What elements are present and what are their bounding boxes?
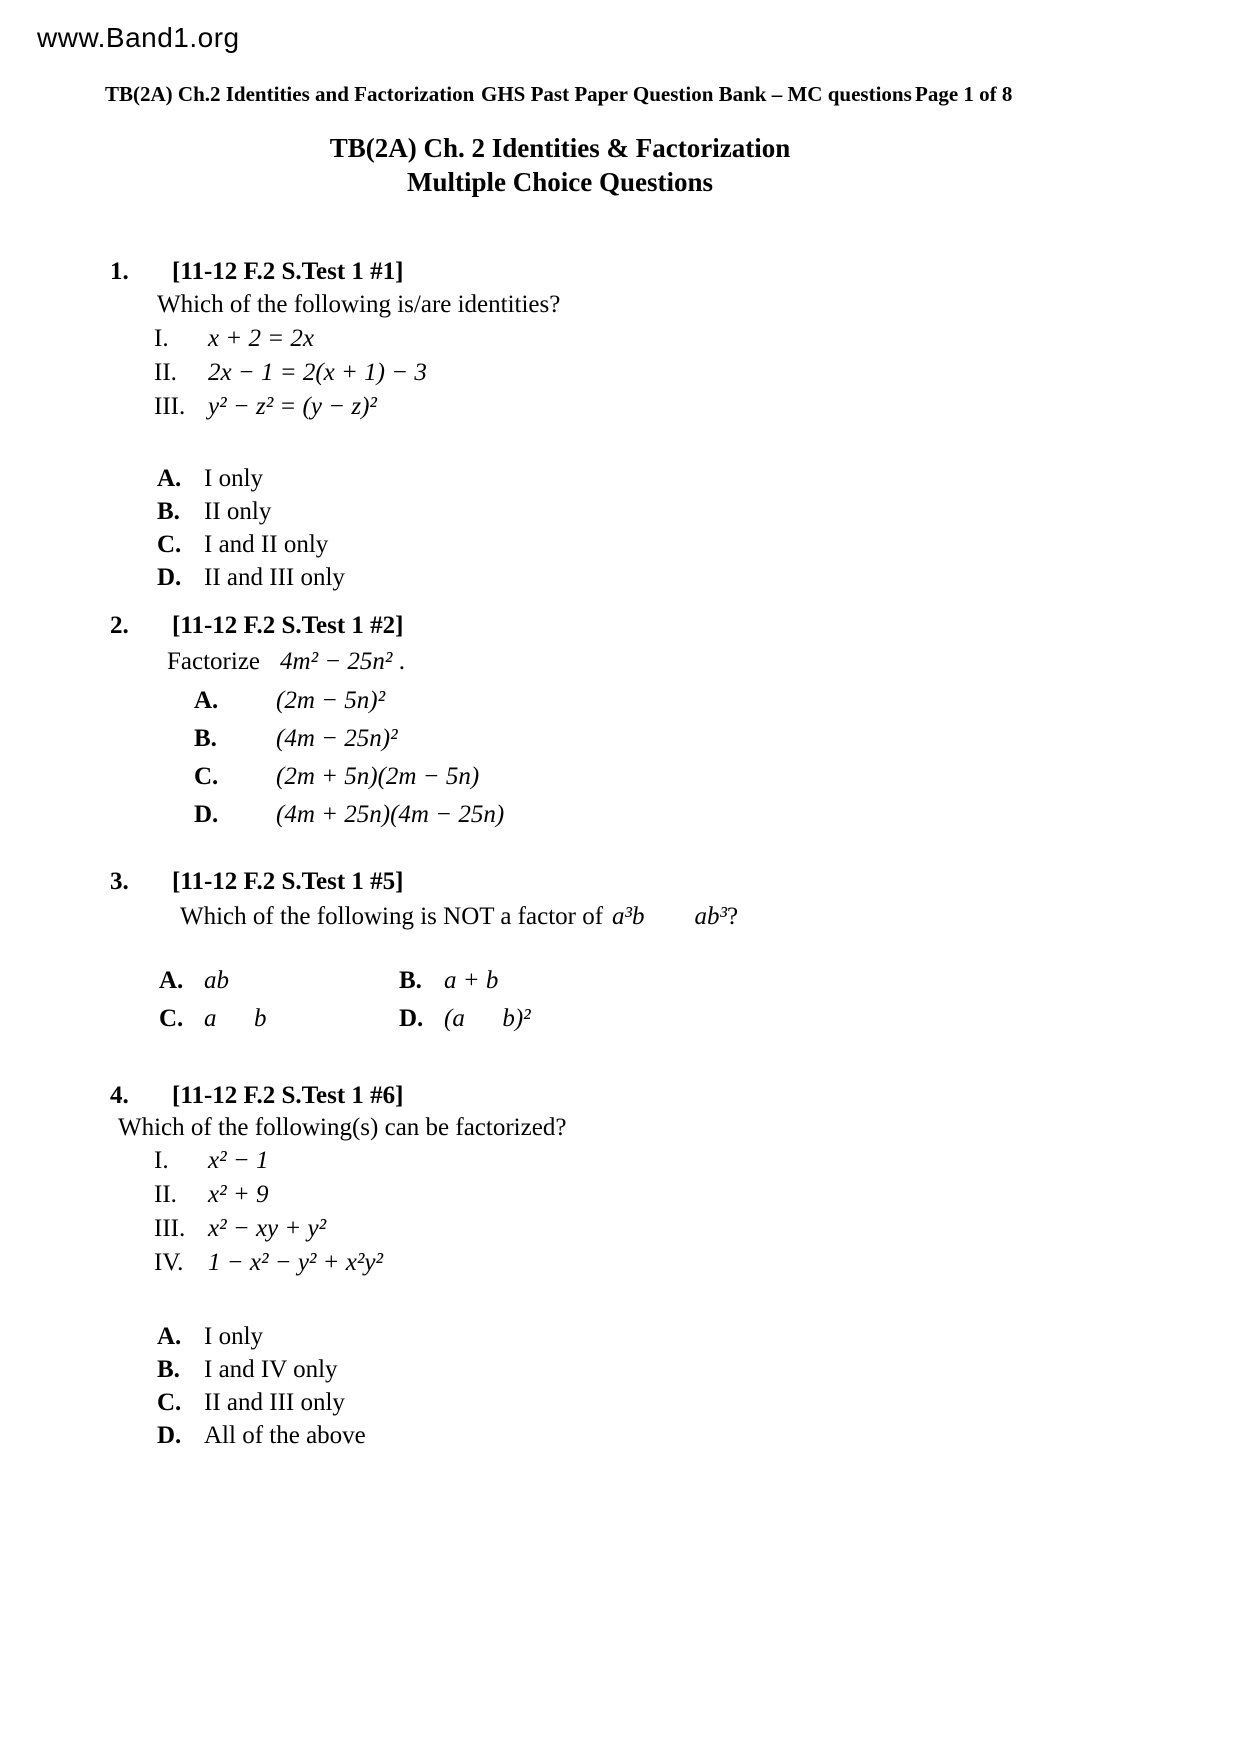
- document-title: [105, 131, 1015, 199]
- title-line-2: Multiple Choice Questions: [406, 167, 713, 197]
- question-3: [105, 866, 1135, 1038]
- option-letter: D.: [194, 801, 219, 828]
- statement: [154, 356, 1135, 390]
- option-grid: [159, 962, 1135, 1038]
- statement: [154, 1246, 1135, 1280]
- prompt-suffix: ?: [727, 903, 739, 930]
- statement-label: II.: [154, 359, 177, 386]
- option-text: I and IV only: [204, 1356, 338, 1383]
- statement-math: x² + 9: [208, 1181, 269, 1208]
- option-math: (2m + 5n)(2m − 5n): [276, 763, 480, 790]
- option-text: I only: [204, 465, 264, 492]
- option-letter: C.: [157, 531, 182, 558]
- header-chapter: TB(2A) Ch.2 Identities and Factorization: [105, 82, 475, 106]
- option-math: (2m − 5n)²: [276, 687, 386, 714]
- question-1: [105, 256, 1135, 594]
- statement-list: [154, 322, 1135, 424]
- statement: [154, 1144, 1135, 1178]
- option-letter: A.: [157, 1323, 182, 1350]
- statement-math: 1 − x² − y² + x²y²: [208, 1249, 383, 1276]
- option-letter: B.: [157, 1356, 180, 1383]
- question-tag: [11-12 F.2 S.Test 1 #1]: [172, 258, 404, 285]
- statement: [154, 390, 1135, 424]
- prompt-text: Factorize: [167, 648, 261, 675]
- prompt-text: Which of the following is NOT a factor of: [180, 903, 604, 930]
- option-math: a + b: [444, 967, 499, 994]
- question-4-header: [105, 1080, 1135, 1112]
- question-2-header: [105, 610, 1135, 642]
- statement-label: I.: [154, 325, 169, 352]
- option-math: (4m + 25n)(4m − 25n): [276, 801, 505, 828]
- option-b: [157, 1353, 1135, 1386]
- question-prompt: [180, 898, 1135, 936]
- statement: [154, 1178, 1135, 1212]
- statement-label: I.: [154, 1147, 169, 1174]
- title-line-1: TB(2A) Ch. 2 Identities & Factorization: [329, 133, 791, 163]
- question-prompt: Which of the following is/are identities?: [157, 291, 561, 318]
- question-2: [105, 610, 1135, 834]
- option-text: All of the above: [204, 1422, 366, 1449]
- option-list: [157, 462, 1135, 594]
- statement-math: y² − z² = (y − z)²: [208, 393, 377, 420]
- option-math: (a b)²: [444, 1005, 531, 1032]
- header-bank-name: GHS Past Paper Question Bank – MC questions: [481, 82, 912, 106]
- prompt-math: a³b ab³: [612, 903, 728, 930]
- question-4: [105, 1080, 1135, 1452]
- option-letter: A.: [159, 967, 184, 994]
- option-b: [194, 720, 1135, 758]
- option-list: [157, 1320, 1135, 1452]
- option-a: [157, 1320, 1135, 1353]
- option-a: [159, 962, 399, 1000]
- option-letter: A.: [157, 465, 182, 492]
- question-number: 2.: [110, 612, 129, 639]
- statement-label: III.: [154, 393, 186, 420]
- option-d: [399, 1000, 1135, 1038]
- option-text: II and III only: [204, 1389, 345, 1416]
- option-math: ab: [204, 967, 229, 994]
- option-a: [157, 462, 1135, 495]
- question-number: 3.: [110, 868, 129, 895]
- question-prompt: [167, 642, 1135, 682]
- statement-label: II.: [154, 1181, 177, 1208]
- option-d: [157, 561, 1135, 594]
- statement: [154, 1212, 1135, 1246]
- question-1-header: [105, 256, 1135, 288]
- option-c: [159, 1000, 399, 1038]
- option-b: [399, 962, 1135, 1000]
- option-math: a b: [204, 1005, 267, 1032]
- question-3-header: [105, 866, 1135, 898]
- prompt-suffix: .: [392, 648, 405, 675]
- statement: [154, 322, 1135, 356]
- question-tag: [11-12 F.2 S.Test 1 #6]: [172, 1082, 404, 1109]
- option-a: [194, 682, 1135, 720]
- statement-math: x² − xy + y²: [208, 1215, 327, 1242]
- option-letter: B.: [399, 967, 422, 994]
- question-number: 1.: [110, 258, 129, 285]
- statement-list: [154, 1144, 1135, 1280]
- statement-math: x + 2 = 2x: [208, 325, 314, 352]
- statement-math: 2x − 1 = 2(x + 1) − 3: [208, 359, 427, 386]
- option-letter: A.: [194, 687, 219, 714]
- option-text: II only: [204, 498, 272, 525]
- question-prompt: Which of the following(s) can be factorized?: [118, 1114, 567, 1141]
- option-text: I and II only: [204, 531, 329, 558]
- watermark: www.Band1.org: [37, 22, 240, 53]
- option-c: [194, 758, 1135, 796]
- question-tag: [11-12 F.2 S.Test 1 #5]: [172, 868, 404, 895]
- option-letter: C.: [194, 763, 219, 790]
- option-letter: B.: [194, 725, 217, 752]
- option-b: [157, 495, 1135, 528]
- statement-math: x² − 1: [208, 1147, 269, 1174]
- header-page-number: Page 1 of 8: [915, 82, 1013, 106]
- option-c: [157, 528, 1135, 561]
- option-letter: D.: [399, 1005, 424, 1032]
- option-letter: C.: [159, 1005, 184, 1032]
- option-letter: D.: [157, 564, 182, 591]
- option-d: [157, 1419, 1135, 1452]
- question-tag: [11-12 F.2 S.Test 1 #2]: [172, 612, 404, 639]
- option-list: [194, 682, 1135, 834]
- option-math: (4m − 25n)²: [276, 725, 398, 752]
- option-c: [157, 1386, 1135, 1419]
- option-d: [194, 796, 1135, 834]
- option-letter: B.: [157, 498, 180, 525]
- option-letter: D.: [157, 1422, 182, 1449]
- statement-label: III.: [154, 1215, 186, 1242]
- option-text: I only: [204, 1323, 264, 1350]
- statement-label: IV.: [154, 1249, 184, 1276]
- option-text: II and III only: [204, 564, 345, 591]
- option-letter: C.: [157, 1389, 182, 1416]
- question-number: 4.: [110, 1082, 129, 1109]
- prompt-math: 4m² − 25n²: [280, 648, 393, 675]
